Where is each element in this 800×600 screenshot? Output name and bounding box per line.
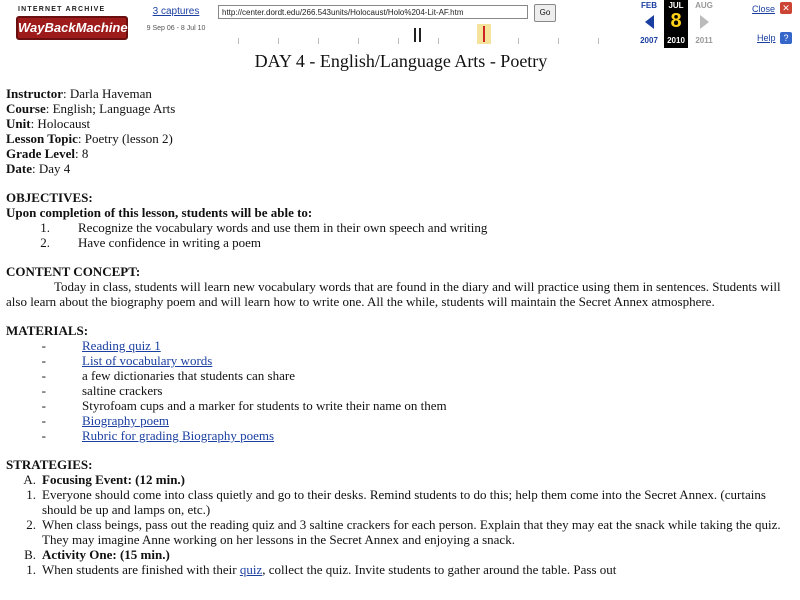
prev-arrow-icon[interactable] — [645, 15, 654, 29]
list-item: - Styrofoam cups and a marker for students to write their name on them — [41, 398, 447, 413]
next-capture — [689, 0, 719, 48]
meta-lesson-topic: Lesson Topic: Poetry (lesson 2) — [6, 131, 173, 146]
list-item: 1. Recognize the vocabulary words and use them in their own speech and writing — [40, 220, 488, 235]
capture-mark[interactable] — [414, 28, 416, 42]
logo-top-text: INTERNET ARCHIVE — [18, 6, 106, 13]
captures-info — [138, 6, 214, 32]
quiz-link[interactable]: quiz — [239, 562, 263, 577]
list-item: - a few dictionaries that students can share — [41, 368, 295, 383]
close-icon[interactable]: ✕ — [780, 2, 792, 14]
strategies-heading: STRATEGIES: — [6, 457, 93, 472]
close-link[interactable]: Close — [752, 4, 776, 14]
list-item: - Reading quiz 1 — [41, 338, 161, 353]
strategy-a-heading: A. Focusing Event: (12 min.) — [23, 472, 185, 487]
objectives-subheading: Upon completion of this lesson, students will be able to: — [6, 205, 313, 220]
lesson-content — [6, 50, 796, 577]
page-title: DAY 4 - English/Language Arts - Poetry — [254, 51, 548, 71]
strategy-b-heading: B. Activity One: (15 min.) — [24, 547, 170, 562]
rubric-link[interactable]: Rubric for grading Biography poems — [82, 428, 275, 443]
wayback-logo[interactable] — [6, 2, 128, 44]
prev-year: 2007 — [640, 36, 658, 45]
prev-capture[interactable] — [634, 0, 664, 48]
list-item: 1. Everyone should come into class quietly and go to their desks. Remind students to do this; help them come into the Secret Annex. (curtains should be up and lamps on, etc.) — [26, 487, 766, 517]
captures-link[interactable]: 3 captures — [152, 6, 200, 17]
materials-section — [6, 323, 796, 443]
list-item: - Biography poem — [41, 413, 170, 428]
list-item: - saltine crackers — [41, 383, 163, 398]
meta-grade-level: Grade Level: 8 — [6, 146, 89, 161]
current-capture — [664, 0, 688, 48]
list-item: - Rubric for grading Biography poems — [41, 428, 275, 443]
meta-course: Course: English; Language Arts — [6, 101, 176, 116]
vocabulary-list-link[interactable]: List of vocabulary words — [82, 353, 213, 368]
meta-date: Date: Day 4 — [6, 161, 71, 176]
materials-heading: MATERIALS: — [6, 323, 89, 338]
next-year: 2011 — [695, 36, 713, 45]
concept-heading: CONTENT CONCEPT: — [6, 264, 141, 279]
prev-month: FEB — [641, 1, 657, 10]
next-arrow-icon — [700, 15, 709, 29]
help-icon[interactable]: ? — [780, 32, 792, 44]
capture-mark[interactable] — [419, 28, 421, 42]
list-item: 1. When students are finished with their quiz, collect the quiz. Invite students to gather around the table. Pass out — [26, 562, 617, 577]
objectives-section — [6, 190, 796, 250]
biography-poem-link[interactable]: Biography poem — [82, 413, 170, 428]
next-month: AUG — [695, 1, 713, 10]
concept-text: Today in class, students will learn new vocabulary words that are found in the diary and will practice using them in sentences. Students will also learn about the biography poem and will learn how to write one. All the while, students will maintain the Secret Annex atmosphere. — [6, 279, 781, 309]
current-day: 8 — [670, 10, 682, 32]
current-month: JUL — [668, 1, 684, 10]
capture-timeline[interactable] — [218, 24, 638, 44]
meta-unit: Unit: Holocaust — [6, 116, 91, 131]
logo-main-text: WayBackMachine — [16, 16, 128, 40]
list-item: - List of vocabulary words — [41, 353, 213, 368]
help-link[interactable]: Help — [757, 33, 776, 43]
reading-quiz-link[interactable]: Reading quiz 1 — [82, 338, 161, 353]
concept-section — [6, 264, 796, 309]
wayback-toolbar — [0, 0, 800, 48]
list-item: 2. Have confidence in writing a poem — [40, 235, 262, 250]
list-item: 2. When class beings, pass out the reading quiz and 3 saltine crackers for each person. Explain that they may eat the snack while taking the quiz. They may imagine Anne working on her lessons in the Secret Annex and enjoying a snack. — [26, 517, 781, 547]
url-input[interactable]: http://center.dordt.edu/266.543units/Holocaust/Holo%204-Lit-AF.htm — [218, 5, 528, 19]
current-capture-mark — [483, 26, 485, 42]
objectives-heading: OBJECTIVES: — [6, 190, 93, 205]
capture-range: 9 Sep 06 - 8 Jul 10 — [146, 25, 206, 32]
current-year: 2010 — [667, 36, 685, 45]
go-button[interactable]: Go — [534, 4, 556, 22]
meta-instructor: Instructor: Darla Haveman — [6, 86, 152, 101]
strategies-section — [6, 457, 796, 577]
lesson-meta — [6, 86, 796, 176]
